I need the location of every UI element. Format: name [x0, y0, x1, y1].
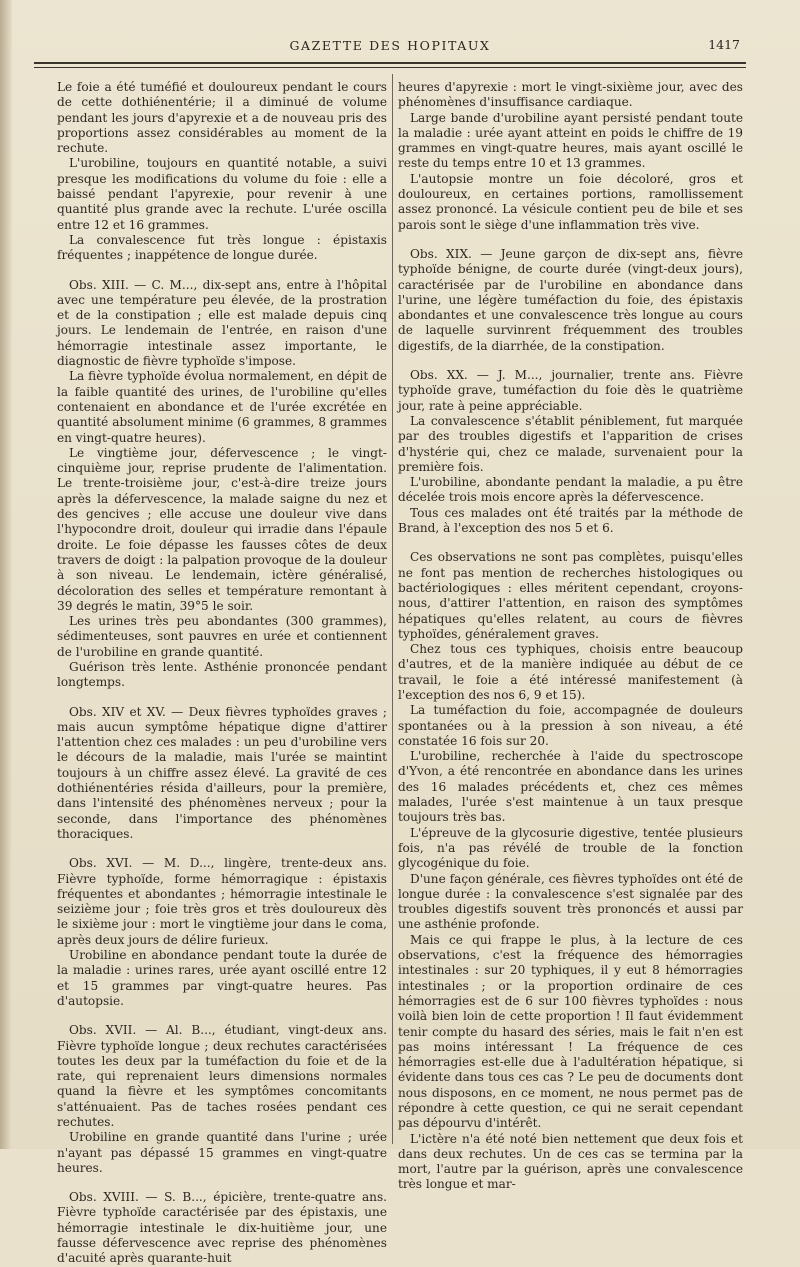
- observation-paragraph: Obs. XIII. — C. M..., dix-sept ans, entre à l'hôpital avec une température peu élevée, de la prostration et de la constipation ; elle est malade depuis cinq jours. Le lendemain de l'entrée, en raison d'une hémorragie intestinale assez importante, le diagnostic de fièvre typhoïde s'impose.: [57, 277, 387, 369]
- page-number: 1417: [708, 37, 740, 52]
- paragraph: Large bande d'urobiline ayant persisté pendant toute la maladie : urée ayant atteint en poids le chiffre de 19 grammes en vingt-quatre heures, mais ayant oscillé le reste du temps entre 10 et 13 grammes.: [398, 110, 743, 171]
- paragraph: La tuméfaction du foie, accompagnée de douleurs spontanées ou à la pression à son niveau, a été constatée 16 fois sur 20.: [398, 703, 743, 748]
- paragraph: Ces observations ne sont pas complètes, puisqu'elles ne font pas mention de recherches histologiques ou bactériologiques : elles méritent cependant, croyons-nous, d'attirer l'attention, en raison des symptômes hépatiques qu'elles relatent, au cours de fièvres typhoïdes, généralement graves.: [398, 550, 743, 641]
- observation-paragraph: Obs. XX. — J. M..., journalier, trente ans. Fièvre typhoïde grave, tuméfaction du foie dès le quatrième jour, rate à peine appréciable.: [398, 368, 743, 413]
- paragraph: L'autopsie montre un foie décoloré, gros et douloureux, en certaines portions, ramollissement assez prononcé. La vésicule contient peu de bile et ses parois sont le siège d'une inflammation très vive.: [398, 171, 743, 232]
- page-header: [40, 38, 740, 58]
- header-rule-thick: [34, 62, 746, 64]
- paragraph: L'urobiline, abondante pendant la maladie, a pu être décelée trois mois encore après la défervescence.: [398, 475, 743, 505]
- paragraph: L'urobiline, toujours en quantité notable, a suivi presque les modifications du volume du foie : elle a baissé pendant l'apyrexie, pour revenir à une quantité plus grande avec la rechute. L'urée oscilla entre 12 et 16 grammes.: [57, 156, 387, 232]
- paragraph: Urobiline en grande quantité dans l'urine ; urée n'ayant pas dépassé 15 grammes en vingt-quatre heures.: [57, 1130, 387, 1175]
- paragraph: La fièvre typhoïde évolua normalement, en dépit de la faible quantité des urines, de l'urobiline qu'elles contenaient en abondance et de l'urée excrétée en quantité absolument minime (6 grammes, 8 grammes en vingt-quatre heures).: [57, 369, 387, 445]
- paragraph: Tous ces malades ont été traités par la méthode de Brand, à l'exception des nos 5 et 6.: [398, 505, 743, 536]
- paragraph: Chez tous ces typhiques, choisis entre beaucoup d'autres, et de la manière indiquée au début de ce travail, le foie a été intéressé manifestement (à l'exception des nos 6, 9 et 15).: [398, 642, 743, 702]
- paragraph: Guérison très lente. Asthénie prononcée pendant longtemps.: [57, 659, 387, 690]
- paragraph: Le vingtième jour, défervescence ; le vingt-cinquième jour, reprise prudente de l'alimentation. Le trente-troisième jour, c'est-à-dire treize jours après la défervescence, la malade saigne du nez et des gencives ; elle accuse une douleur vive dans l'hypocondre droit, douleur qui irradie dans l'épaule droite. Le foie dépasse les fausses côtes de deux travers de doigt : la palpation provoque de la douleur à son niveau. Le lendemain, ictère généralisé, décoloration des selles et température remontant à 39 degrés le matin, 39°5 le soir.: [57, 445, 387, 613]
- binding-gutter: [0, 0, 12, 1149]
- observation-paragraph: Obs. XVIII. — S. B..., épicière, trente-quatre ans. Fièvre typhoïde caractérisée par des épistaxis, une hémorragie intestinale le dix-huitième jour, une fausse défervescence avec reprise des phénomènes d'acuité après quarante-huit: [57, 1190, 387, 1266]
- observation-paragraph: Obs. XIV et XV. — Deux fièvres typhoïdes graves ; mais aucun symptôme hépatique digne d'attirer l'attention chez ces malades : un peu d'urobiline vers le décours de la maladie, mais l'urée se maintint toujours à un chiffre assez élevé. La gravité de ces dothiénentéries résida d'ailleurs, pour la première, dans l'intensité des phénomènes nerveux ; pour la seconde, dans l'importance des phénomènes thoraciques.: [57, 704, 387, 841]
- paragraph: Mais ce qui frappe le plus, à la lecture de ces observations, c'est la fréquence des hémorragies intestinales : sur 20 typhiques, il y eut 8 hémorragies intestinales ; or la proportion ordinaire de ces hémorragies est de 6 sur 100 fièvres typhoïdes : nous voilà bien loin de cette proportion ! Il faut évidemment tenir compte du hasard des séries, mais le fait n'en est pas moins intéressant ! La fréquence de ces hémorragies est-elle due à l'adultération hépatique, si évidente dans tous ces cas ? Le peu de documents dont nous disposons, en ce moment, ne nous permet pas de répondre à cette question, ce qui ne serait cependant pas dépourvu d'intérêt.: [398, 932, 743, 1131]
- right-column: [398, 80, 743, 1192]
- observation-paragraph: Obs. XIX. — Jeune garçon de dix-sept ans, fièvre typhoïde bénigne, de courte durée (vingt-deux jours), caractérisée par de l'urobiline en abondance dans l'urine, une légère tuméfaction du foie, des épistaxis abondantes et une convalescence très longue au cours de laquelle survinrent fréquemment des troubles digestifs, de la diarrhée, de la constipation.: [398, 246, 743, 353]
- paragraph: La convalescence fut très longue : épistaxis fréquentes ; inappétence de longue durée.: [57, 232, 387, 263]
- paragraph: heures d'apyrexie : mort le vingt-sixième jour, avec des phénomènes d'insuffisance cardiaque.: [398, 80, 743, 110]
- paragraph: L'ictère n'a été noté bien nettement que deux fois et dans deux rechutes. Un de ces cas se termina par la mort, l'autre par la guérison, après une convalescence très longue et mar-: [398, 1131, 743, 1192]
- observation-paragraph: Obs. XVII. — Al. B..., étudiant, vingt-deux ans. Fièvre typhoïde longue ; deux rechutes caractérisées toutes les deux par la tuméfaction du foie et de la rate, qui reprenaient leurs dimensions normales quand la fièvre et les symptômes concomitants s'atténuaient. Pas de taches rosées pendant ces rechutes.: [57, 1023, 387, 1129]
- paragraph: L'urobiline, recherchée à l'aide du spectroscope d'Yvon, a été rencontrée en abondance dans les urines des 16 malades précédents et, chez ces mêmes malades, l'urée s'est maintenue à un taux presque toujours très bas.: [398, 749, 743, 825]
- paragraph: L'épreuve de la glycosurie digestive, tentée plusieurs fois, n'a pas révélé de trouble de la fonction glycogénique du foie.: [398, 825, 743, 871]
- observation-paragraph: Obs. XVI. — M. D..., lingère, trente-deux ans. Fièvre typhoïde, forme hémorragique : épistaxis fréquentes et abondantes ; hémorragie intestinale le seizième jour ; foie très gros et très douloureux dès le sixième jour : mort le vingtième jour dans le coma, après deux jours de délire furieux.: [57, 856, 387, 947]
- running-title: GAZETTE DES HOPITAUX: [289, 38, 491, 53]
- paragraph: Les urines très peu abondantes (300 grammes), sédimenteuses, sont pauvres en urée et contiennent de l'urobiline en grande quantité.: [57, 614, 387, 659]
- paragraph: D'une façon générale, ces fièvres typhoïdes ont été de longue durée : la convalescence s'est signalée par des troubles digestifs souvent très prononcés et aussi par une asthénie profonde.: [398, 871, 743, 932]
- header-rule-thin: [34, 67, 746, 68]
- left-column: [57, 80, 387, 1266]
- paragraph: Le foie a été tuméfié et douloureux pendant le cours de cette dothiénentérie; il a diminué de volume pendant les jours d'apyrexie et a de nouveau pris des proportions assez considérables au moment de la rechute.: [57, 80, 387, 156]
- paragraph: La convalescence s'établit péniblement, fut marquée par des troubles digestifs et l'apparition de crises d'hystérie qui, chez ce malade, survenaient pour la première fois.: [398, 413, 743, 474]
- column-divider: [392, 74, 393, 1144]
- paragraph: Urobiline en abondance pendant toute la durée de la maladie : urines rares, urée ayant oscillé entre 12 et 15 grammes par vingt-quatre heures. Pas d'autopsie.: [57, 948, 387, 1008]
